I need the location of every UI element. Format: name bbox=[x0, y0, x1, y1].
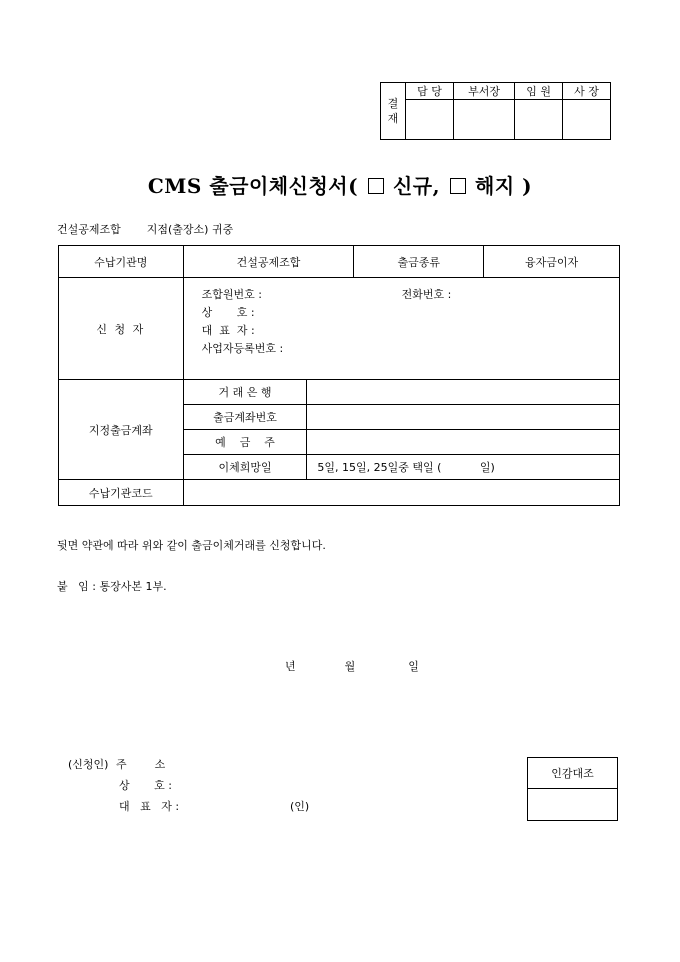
phone-label: 전화번호 : bbox=[401, 288, 452, 301]
approval-side-label: 결 재 bbox=[381, 83, 406, 140]
transfer-date-label: 이체희망일 bbox=[183, 455, 307, 480]
biz-reg-label: 사업자등록번호 : bbox=[201, 342, 284, 355]
account-no-input[interactable] bbox=[307, 405, 620, 430]
transfer-date-value[interactable]: 5일, 15일, 25일중 택일 ( 일) bbox=[307, 455, 620, 480]
signer-block bbox=[68, 754, 310, 817]
month-label: 월 bbox=[344, 660, 356, 673]
trade-name-label: 상 호 : bbox=[201, 306, 255, 319]
application-table bbox=[58, 245, 620, 506]
approval-sign-dept-head[interactable] bbox=[453, 100, 514, 140]
approval-sign-executive[interactable] bbox=[515, 100, 563, 140]
attachment-note: 붙 임 : 통장사본 1부. bbox=[57, 580, 167, 593]
approval-col-president: 사 장 bbox=[563, 83, 611, 100]
seal-verification-label: 인감대조 bbox=[528, 758, 618, 789]
signer-rep-label: 대 표 자 : bbox=[119, 800, 180, 813]
applicant-label: 신 청 자 bbox=[59, 278, 184, 380]
designated-account-label: 지정출금계좌 bbox=[59, 380, 184, 480]
depositor-input[interactable] bbox=[307, 430, 620, 455]
bank-input[interactable] bbox=[307, 380, 620, 405]
seal-mark[interactable]: (인) bbox=[290, 800, 310, 813]
approval-col-executive: 임 원 bbox=[515, 83, 563, 100]
applicant-prefix: (신청인) bbox=[68, 758, 109, 771]
agreement-statement: 뒷면 약관에 따라 위와 같이 출금이체거래를 신청합니다. bbox=[57, 539, 326, 552]
approval-col-staff: 담 당 bbox=[406, 83, 454, 100]
signer-trade-label: 상 호 : bbox=[119, 779, 172, 792]
form-title bbox=[0, 170, 680, 199]
bank-label: 거 래 은 행 bbox=[183, 380, 307, 405]
withdrawal-type-value: 융자금이자 bbox=[484, 246, 620, 278]
approval-sign-staff[interactable] bbox=[406, 100, 454, 140]
agency-name-label: 수납기관명 bbox=[59, 246, 184, 278]
addressee bbox=[57, 221, 233, 237]
cancel-checkbox[interactable] bbox=[450, 178, 466, 194]
member-no-label: 조합원번호 : bbox=[201, 288, 262, 301]
approval-col-dept-head: 부서장 bbox=[453, 83, 514, 100]
address-label: 주 소 bbox=[115, 758, 166, 771]
option-new-label: 신규, bbox=[392, 174, 441, 198]
approval-sign-president[interactable] bbox=[563, 100, 611, 140]
agency-name-value: 건설공제조합 bbox=[183, 246, 354, 278]
new-checkbox[interactable] bbox=[368, 178, 384, 194]
withdrawal-type-label: 출금종류 bbox=[354, 246, 484, 278]
agency-code-input[interactable] bbox=[183, 480, 619, 506]
applicant-info[interactable] bbox=[183, 278, 619, 380]
title-prefix: CMS 출금이체신청서( bbox=[147, 174, 359, 198]
option-cancel-label: 해지 ) bbox=[475, 174, 533, 198]
seal-verification-box bbox=[527, 757, 618, 821]
seal-verification-area[interactable] bbox=[528, 789, 618, 821]
addressee-union: 건설공제조합 bbox=[57, 223, 121, 236]
date-line[interactable] bbox=[285, 658, 419, 674]
depositor-label: 예 금 주 bbox=[183, 430, 307, 455]
account-no-label: 출금계좌번호 bbox=[183, 405, 307, 430]
approval-box bbox=[380, 82, 611, 140]
year-label: 년 bbox=[285, 660, 296, 673]
representative-label: 대 표 자 : bbox=[201, 324, 255, 337]
day-label: 일 bbox=[408, 660, 419, 673]
agency-code-label: 수납기관코드 bbox=[59, 480, 184, 506]
addressee-branch: 지점(출장소) 귀중 bbox=[146, 223, 234, 236]
